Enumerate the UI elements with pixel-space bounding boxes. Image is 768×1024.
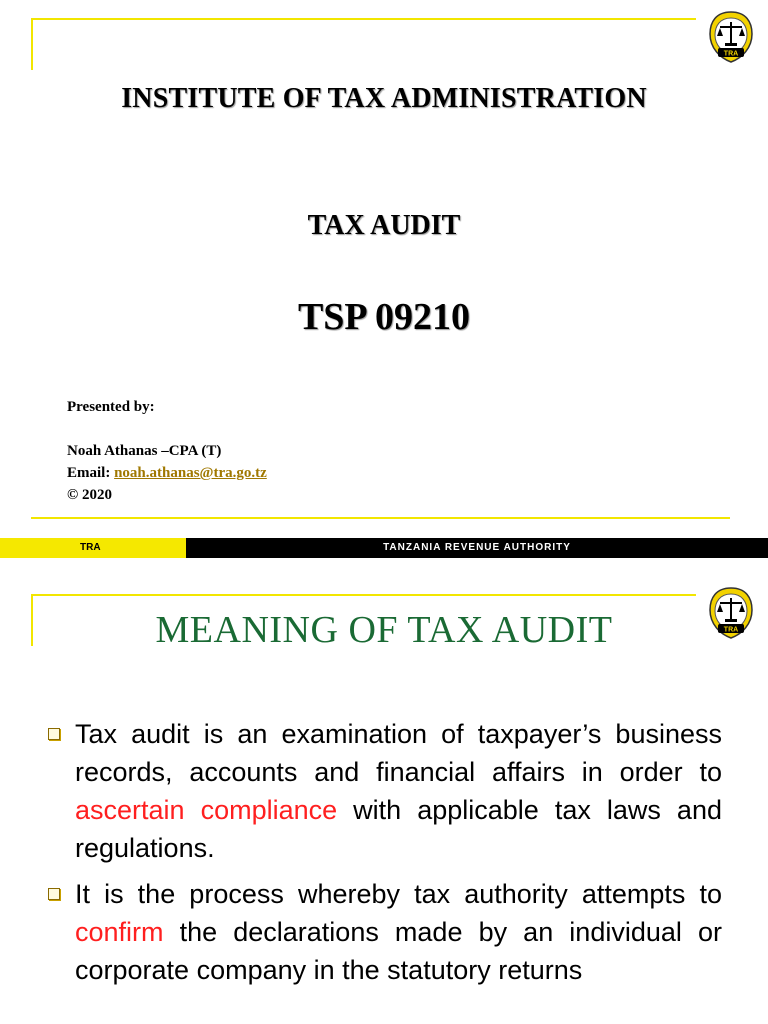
bullet-item <box>44 875 722 989</box>
content-slide <box>0 580 768 1024</box>
square-bullet-icon <box>48 888 60 900</box>
logo-text: TRA <box>723 626 739 634</box>
bullet-list <box>44 715 722 997</box>
course-title: TAX AUDIT <box>307 210 461 241</box>
tra-logo-icon <box>706 10 756 64</box>
bullet-item <box>44 715 722 867</box>
institute-title: INSTITUTE OF TAX ADMINISTRATION <box>121 83 647 114</box>
slide-footer <box>0 538 768 558</box>
square-bullet-icon <box>48 728 60 740</box>
email-line <box>67 462 267 484</box>
footer-right-text: TANZANIA REVENUE AUTHORITY <box>186 538 768 558</box>
logo-text: TRA <box>723 50 739 58</box>
frame-line-top <box>31 18 696 20</box>
frame-line-bottom <box>31 517 730 519</box>
presenter-name: Noah Athanas –CPA (T) <box>67 443 222 459</box>
bullet-text: with applicable tax laws and regulations. <box>75 795 722 863</box>
email-label: Email: <box>67 465 111 481</box>
bullet-text: the declarations made by an individual or corporate company in the statutory returns <box>75 917 722 985</box>
presented-by-label: Presented by: <box>67 399 155 415</box>
footer-left-text: TRA <box>80 542 101 553</box>
frame-line-vertical <box>31 18 33 70</box>
frame-line-top <box>31 594 696 596</box>
presenter-block <box>67 396 267 506</box>
bullet-highlight: ascertain compliance <box>75 795 338 825</box>
course-code: TSP 09210 <box>297 296 471 338</box>
bullet-text: It is the process whereby tax authority attempts to <box>75 879 722 909</box>
email-link[interactable]: noah.athanas@tra.go.tz <box>114 465 267 481</box>
bullet-highlight: confirm <box>75 917 164 947</box>
bullet-text: Tax audit is an examination of taxpayer’s business records, accounts and financial affairs in order to <box>75 719 722 787</box>
slide-heading: MEANING OF TAX AUDIT <box>155 609 613 651</box>
footer-left <box>0 538 186 558</box>
copyright-text: © 2020 <box>67 487 112 503</box>
